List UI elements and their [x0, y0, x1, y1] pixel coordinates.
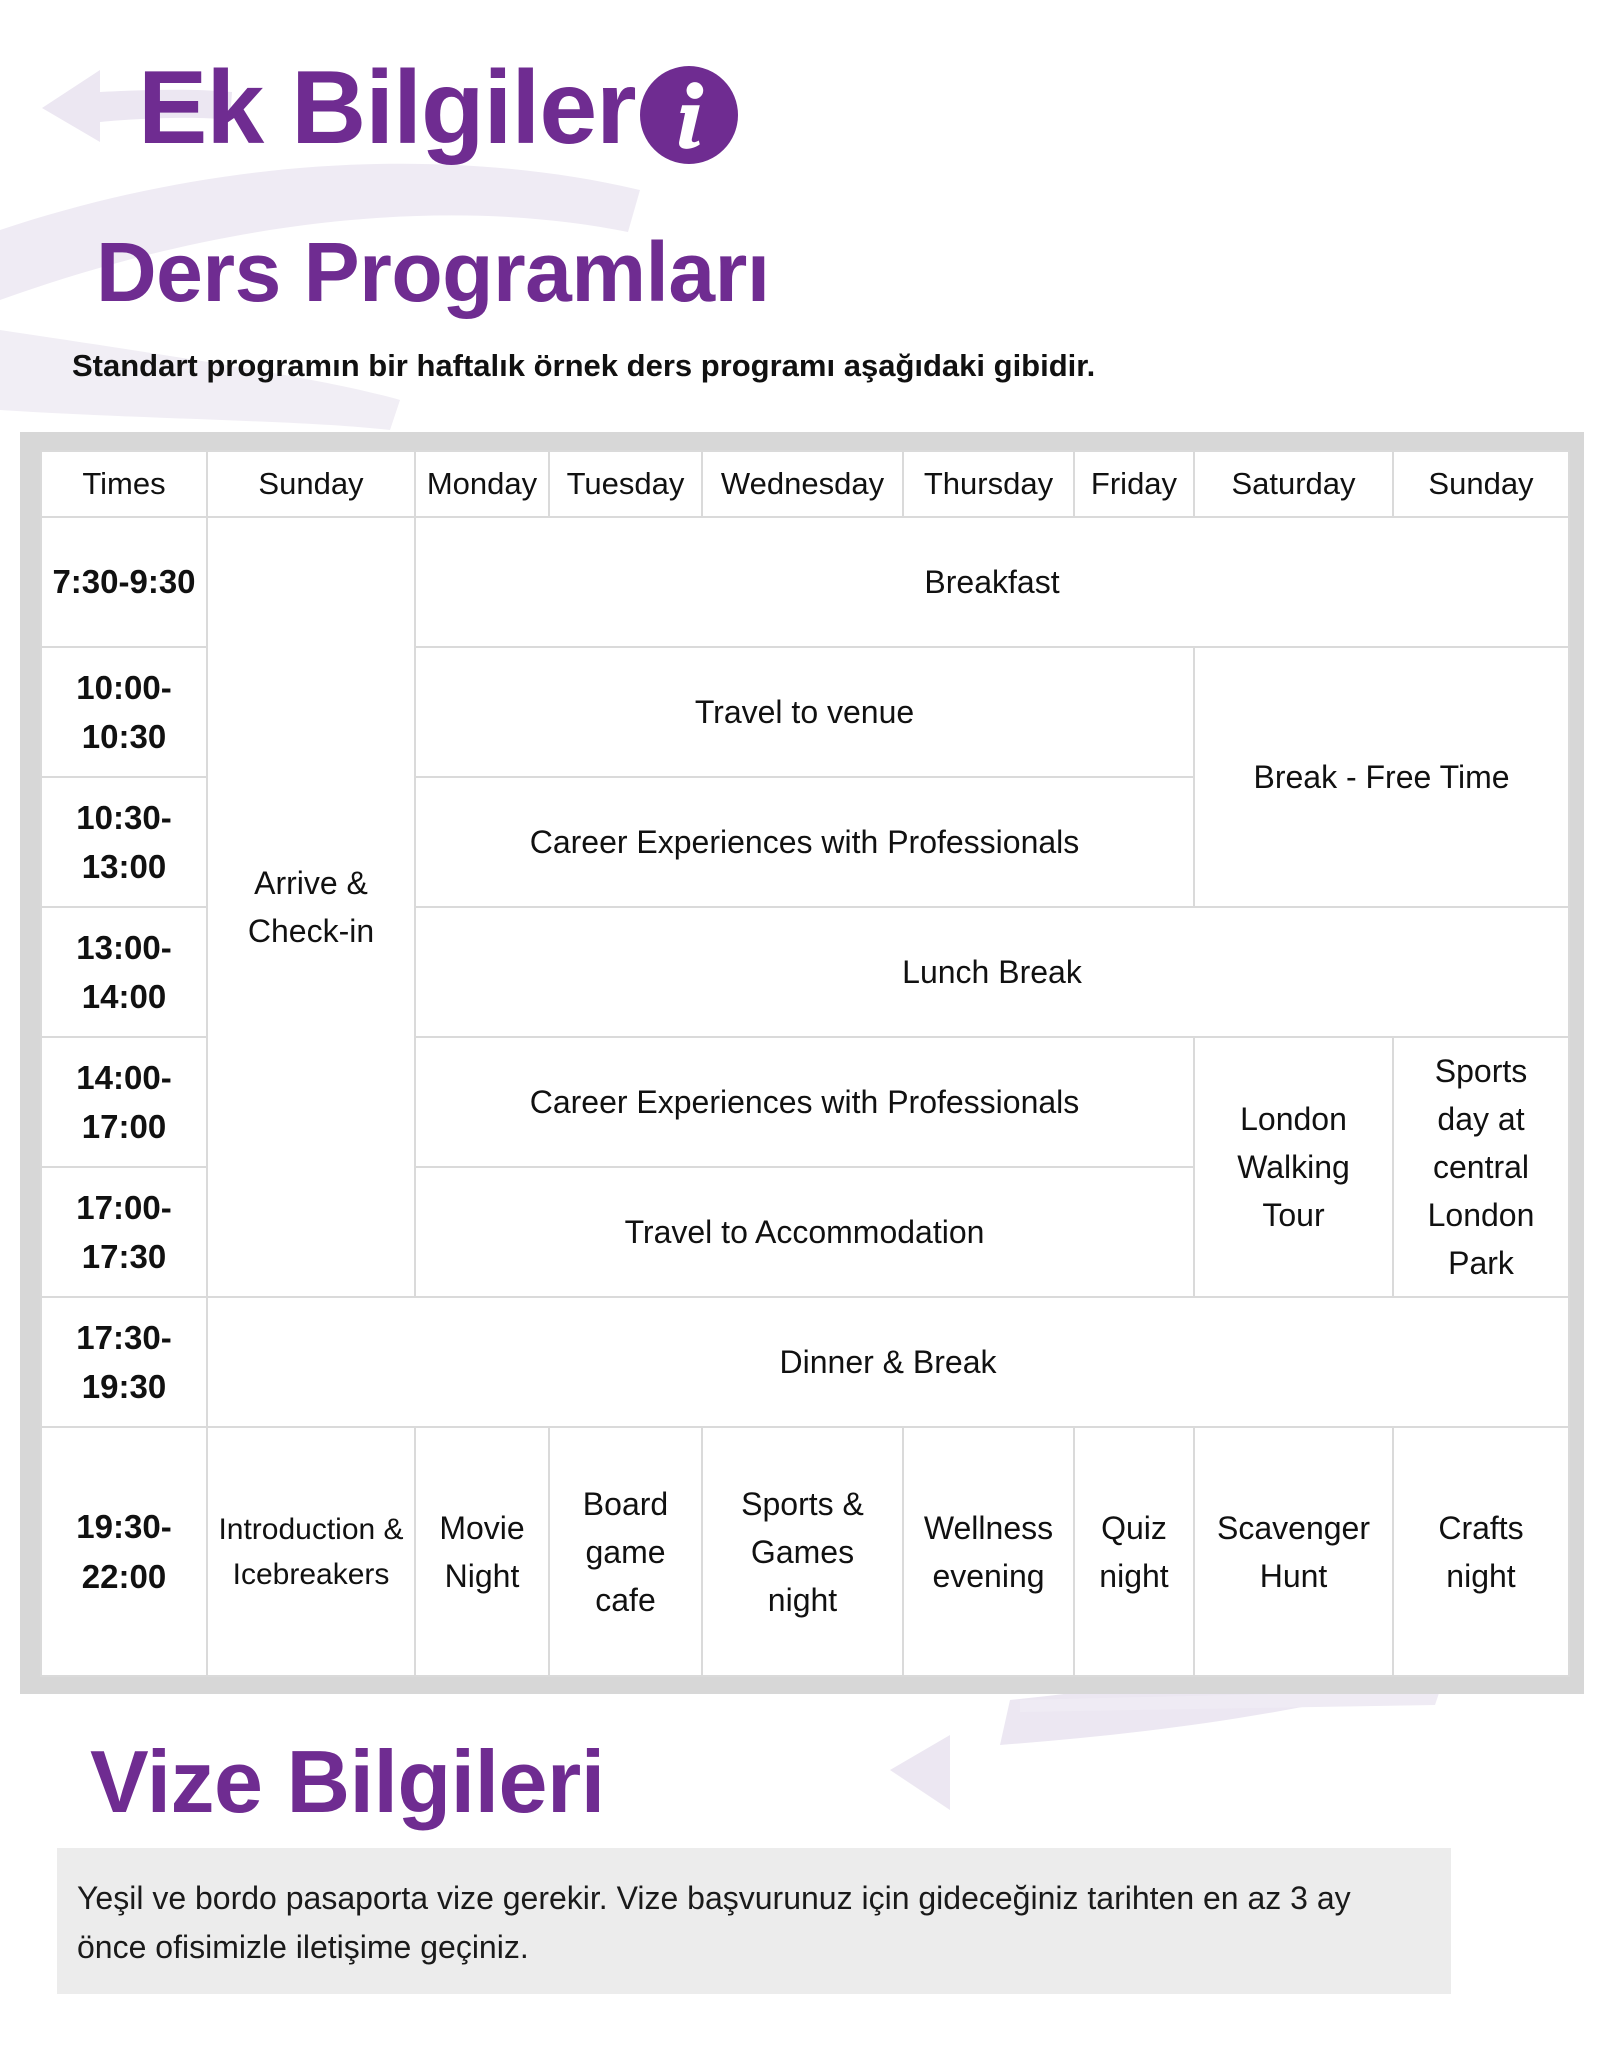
dinner-break-cell: Dinner & Break	[207, 1297, 1569, 1427]
column-header-sunday-2: Sunday	[1393, 451, 1569, 517]
column-header-monday: Monday	[415, 451, 549, 517]
evening-activity-text: Movie Night	[439, 1509, 525, 1594]
london-walking-tour-cell	[1194, 1037, 1393, 1297]
column-header-thursday: Thursday	[903, 451, 1074, 517]
column-header-tuesday: Tuesday	[549, 451, 702, 517]
evening-activity-text: Board game cafe	[582, 1485, 669, 1618]
time-cell: 10:00-10:30	[41, 647, 207, 777]
time-cell: 19:30-22:00	[41, 1427, 207, 1676]
evening-activity-text: Introduction & Icebreakers	[218, 1512, 404, 1591]
evening-activity-text: Quiz night	[1099, 1509, 1169, 1594]
evening-activity-text: Sports & Games night	[741, 1485, 864, 1618]
arrive-checkin-cell	[207, 517, 415, 1297]
time-cell: 17:30-19:30	[41, 1297, 207, 1427]
schedule-section-title: Ders Programları	[96, 225, 770, 319]
column-header-wednesday: Wednesday	[702, 451, 903, 517]
time-cell: 13:00-14:00	[41, 907, 207, 1037]
visa-info-box	[57, 1848, 1451, 1994]
travel-to-accommodation-cell: Travel to Accommodation	[415, 1167, 1194, 1297]
arrive-checkin-text: Arrive & Check-in	[247, 865, 375, 949]
schedule-subtitle: Standart programın bir haftalık örnek ders programı aşağıdaki gibidir.	[72, 348, 1096, 383]
evening-activity-cell	[1194, 1427, 1393, 1676]
table-row	[41, 1297, 1569, 1427]
breakfast-cell: Breakfast	[415, 517, 1569, 647]
evening-activity-cell	[702, 1427, 903, 1676]
career-experiences-cell: Career Experiences with Professionals	[415, 777, 1194, 907]
evening-activity-cell	[415, 1427, 549, 1676]
time-cell: 17:00-17:30	[41, 1167, 207, 1297]
evening-activity-cell	[1393, 1427, 1569, 1676]
evening-activity-cell	[207, 1427, 415, 1676]
table-row	[41, 1427, 1569, 1676]
london-walking-tour-text: London Walking Tour	[1237, 1101, 1350, 1233]
evening-activity-text: Scavenger Hunt	[1217, 1509, 1370, 1594]
visa-section-title: Vize Bilgileri	[90, 1732, 605, 1831]
column-header-friday: Friday	[1074, 451, 1194, 517]
page-title: Ek Bilgiler	[138, 50, 636, 166]
time-cell: 14:00-17:00	[41, 1037, 207, 1167]
column-header-saturday: Saturday	[1194, 451, 1393, 517]
evening-activity-text: Wellness evening	[923, 1509, 1054, 1594]
evening-activity-cell	[1074, 1427, 1194, 1676]
career-experiences-cell-2: Career Experiences with Professionals	[415, 1037, 1194, 1167]
break-free-time-cell: Break - Free Time	[1194, 647, 1569, 907]
table-row	[41, 517, 1569, 647]
evening-activity-cell	[903, 1427, 1074, 1676]
lunch-break-cell: Lunch Break	[415, 907, 1569, 1037]
column-header-times: Times	[41, 451, 207, 517]
table-header-row	[41, 451, 1569, 517]
time-cell: 10:30-13:00	[41, 777, 207, 907]
schedule-table	[40, 450, 1570, 1677]
visa-info-text: Yeşil ve bordo pasaporta vize gerekir. Vize başvurunuz için gideceğiniz tarihten en az 3 ay önce ofisimizle iletişime geçiniz.	[77, 1880, 1351, 1965]
sports-day-text: Sports day at central London Park	[1427, 1053, 1535, 1281]
time-cell: 7:30-9:30	[41, 517, 207, 647]
info-icon	[640, 66, 738, 164]
travel-to-venue-cell: Travel to venue	[415, 647, 1194, 777]
column-header-sunday: Sunday	[207, 451, 415, 517]
evening-activity-text: Crafts night	[1438, 1509, 1524, 1594]
sports-day-cell	[1393, 1037, 1569, 1297]
evening-activity-cell	[549, 1427, 702, 1676]
